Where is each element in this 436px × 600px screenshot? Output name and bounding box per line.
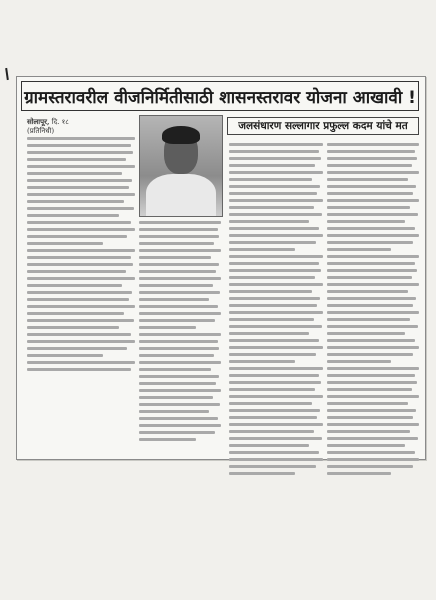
- text-line: [229, 339, 319, 342]
- text-line: [27, 270, 126, 273]
- text-line: [139, 228, 218, 231]
- text-line: [229, 374, 319, 377]
- text-line: [139, 431, 215, 434]
- text-line: [229, 360, 295, 363]
- text-line: [229, 458, 323, 461]
- text-line: [139, 235, 219, 238]
- text-line: [27, 186, 129, 189]
- newspaper-clipping: [16, 76, 426, 460]
- text-line: [229, 262, 319, 265]
- text-line: [27, 347, 127, 350]
- text-line: [139, 375, 219, 378]
- text-line: [139, 277, 221, 280]
- portrait-photo: [139, 115, 223, 217]
- text-line: [27, 221, 131, 224]
- text-line: [229, 171, 323, 174]
- text-line: [327, 416, 413, 419]
- text-line: [327, 150, 415, 153]
- text-line: [27, 137, 135, 140]
- text-line: [139, 291, 220, 294]
- margin-mark: [5, 68, 9, 80]
- text-line: [229, 297, 320, 300]
- text-line: [27, 340, 135, 343]
- article-column-4: [327, 143, 419, 479]
- text-line: [229, 192, 317, 195]
- text-line: [27, 305, 135, 308]
- text-line: [327, 255, 419, 258]
- dateline: [27, 117, 137, 136]
- text-line: [327, 234, 419, 237]
- text-line: [139, 326, 196, 329]
- text-line: [27, 326, 119, 329]
- text-line: [327, 465, 413, 468]
- text-line: [327, 143, 419, 146]
- dateline-date: दि. १८: [51, 118, 69, 126]
- text-line: [327, 157, 417, 160]
- text-line: [27, 214, 119, 217]
- subheadline: जलसंधारण सल्लागार प्रफुल्ल कदम यांचे मत: [227, 117, 419, 135]
- text-line: [229, 143, 323, 146]
- text-line: [27, 249, 135, 252]
- text-line: [139, 417, 218, 420]
- text-line: [229, 248, 295, 251]
- text-line: [327, 388, 412, 391]
- text-line: [229, 381, 321, 384]
- text-line: [27, 235, 127, 238]
- text-line: [327, 395, 419, 398]
- text-line: [229, 367, 323, 370]
- text-line: [327, 318, 410, 321]
- text-line: [327, 430, 410, 433]
- text-line: [139, 256, 211, 259]
- photo-hair: [162, 126, 200, 144]
- text-line: [327, 472, 391, 475]
- text-line: [139, 298, 209, 301]
- text-line: [229, 388, 315, 391]
- text-line: [327, 220, 405, 223]
- text-line: [327, 199, 419, 202]
- text-line: [27, 361, 135, 364]
- text-line: [229, 472, 295, 475]
- text-line: [27, 228, 135, 231]
- text-line: [229, 430, 314, 433]
- text-line: [27, 354, 103, 357]
- text-line: [327, 241, 413, 244]
- text-line: [327, 458, 419, 461]
- text-line: [229, 353, 316, 356]
- text-line: [229, 157, 321, 160]
- text-line: [327, 164, 412, 167]
- text-line: [327, 262, 415, 265]
- text-line: [229, 283, 323, 286]
- text-line: [229, 241, 316, 244]
- text-line: [229, 409, 320, 412]
- text-line: [139, 263, 219, 266]
- photo-shirt: [146, 174, 216, 217]
- text-line: [27, 165, 135, 168]
- text-line: [327, 311, 419, 314]
- text-line: [139, 389, 221, 392]
- text-line: [27, 158, 126, 161]
- text-line: [327, 269, 417, 272]
- text-line: [139, 284, 213, 287]
- article-column-1: [27, 137, 135, 375]
- text-line: [229, 220, 309, 223]
- text-line: [27, 312, 124, 315]
- text-line: [229, 416, 317, 419]
- text-line: [27, 333, 131, 336]
- text-line: [27, 144, 131, 147]
- text-line: [27, 193, 135, 196]
- text-line: [27, 200, 124, 203]
- text-line: [139, 242, 214, 245]
- text-line: [327, 213, 418, 216]
- text-line: [229, 311, 323, 314]
- text-line: [327, 325, 418, 328]
- text-line: [229, 276, 315, 279]
- text-line: [139, 333, 221, 336]
- text-line: [139, 368, 211, 371]
- text-line: [327, 339, 415, 342]
- text-line: [229, 304, 317, 307]
- text-line: [327, 451, 415, 454]
- text-line: [327, 171, 419, 174]
- text-line: [139, 396, 213, 399]
- text-line: [327, 367, 419, 370]
- text-line: [327, 178, 408, 181]
- text-line: [229, 150, 319, 153]
- text-line: [139, 361, 221, 364]
- text-line: [229, 213, 322, 216]
- text-line: [229, 395, 323, 398]
- text-line: [27, 172, 122, 175]
- text-line: [27, 298, 129, 301]
- text-line: [229, 423, 323, 426]
- text-line: [27, 179, 132, 182]
- text-line: [229, 199, 323, 202]
- text-line: [327, 290, 408, 293]
- text-line: [229, 402, 312, 405]
- text-line: [27, 151, 133, 154]
- text-line: [139, 438, 196, 441]
- text-line: [327, 185, 416, 188]
- text-line: [139, 319, 215, 322]
- text-line: [229, 206, 314, 209]
- text-line: [139, 347, 219, 350]
- text-line: [229, 290, 312, 293]
- text-line: [139, 382, 216, 385]
- text-line: [229, 346, 323, 349]
- text-line: [27, 256, 131, 259]
- text-line: [139, 305, 218, 308]
- text-line: [27, 368, 131, 371]
- text-line: [229, 269, 321, 272]
- headline: ग्रामस्तरावरील वीजनिर्मितीसाठी शासनस्तरावर योजना आखावी !: [21, 81, 419, 111]
- text-line: [327, 227, 415, 230]
- text-line: [27, 284, 122, 287]
- article-column-2: [139, 221, 221, 445]
- text-line: [229, 437, 322, 440]
- text-line: [327, 283, 419, 286]
- text-line: [327, 409, 416, 412]
- text-line: [327, 248, 391, 251]
- text-line: [327, 374, 415, 377]
- text-line: [139, 424, 221, 427]
- text-line: [139, 221, 221, 224]
- text-line: [139, 403, 220, 406]
- text-line: [327, 402, 408, 405]
- text-line: [27, 242, 103, 245]
- text-line: [327, 423, 419, 426]
- text-line: [229, 332, 309, 335]
- text-line: [229, 164, 315, 167]
- text-line: [229, 465, 316, 468]
- text-line: [229, 178, 312, 181]
- text-line: [229, 325, 322, 328]
- dateline-source: (प्रतिनिधी): [27, 127, 55, 135]
- text-line: [327, 444, 405, 447]
- text-line: [327, 332, 405, 335]
- text-line: [327, 276, 412, 279]
- text-line: [27, 319, 134, 322]
- text-line: [139, 270, 216, 273]
- text-line: [327, 297, 416, 300]
- text-line: [139, 410, 209, 413]
- text-line: [229, 255, 323, 258]
- text-line: [139, 249, 221, 252]
- dateline-city: सोलापूर,: [27, 117, 50, 126]
- text-line: [229, 185, 320, 188]
- text-line: [327, 381, 417, 384]
- text-line: [327, 192, 413, 195]
- text-line: [27, 263, 133, 266]
- text-line: [327, 360, 391, 363]
- text-line: [327, 353, 413, 356]
- text-line: [139, 340, 218, 343]
- text-line: [229, 318, 314, 321]
- text-line: [27, 277, 135, 280]
- text-line: [139, 354, 214, 357]
- text-line: [327, 346, 419, 349]
- text-line: [229, 451, 319, 454]
- text-line: [229, 444, 309, 447]
- text-line: [327, 206, 410, 209]
- text-line: [27, 207, 134, 210]
- text-line: [139, 312, 221, 315]
- article-column-3: [229, 143, 323, 479]
- text-line: [27, 291, 132, 294]
- text-line: [229, 227, 319, 230]
- text-line: [229, 234, 323, 237]
- text-line: [327, 304, 413, 307]
- text-line: [327, 437, 418, 440]
